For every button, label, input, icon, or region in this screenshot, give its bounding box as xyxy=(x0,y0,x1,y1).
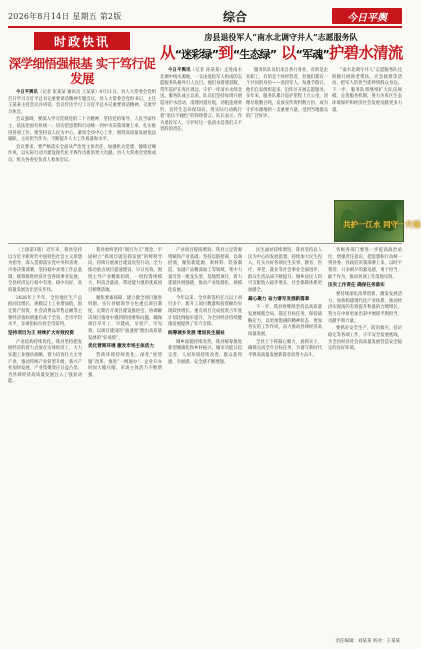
bottom-col-3 xyxy=(168,248,242,643)
right-article-kicker: 房县退役军人“南水北调守井人”志愿服务队 xyxy=(204,32,358,42)
bottom-subhead: 统筹城乡发展 增进民生福祉 xyxy=(168,330,225,336)
bottom-subhead: 压实工作责任 确保任务落实 xyxy=(328,283,385,289)
left-paragraph-2: 会议强调，要深入学习贯彻党的二十大精神，坚持党的领导、人民当家作主、依法治国有机统一，切实把思想和行动统一到中央决策部署上来，扎实推进各项工作。要坚持以人民为中心，紧扣全县中心工作，围绕高质量发展依法履职，主动担当作为，不断提升人大工作质量和水平。 xyxy=(8,117,156,143)
headline-seg: 以 xyxy=(276,44,296,62)
editor-credit: 责任编辑：刘某某 校对：王某某 xyxy=(335,639,400,644)
bottom-col-4 xyxy=(248,248,322,643)
headline-seg: 到 xyxy=(218,44,233,62)
left-paragraph-1: （记者 张某某 通讯员 王某某）8月11日，县人大常委会党组召开学习习近平总书记重要讲话精神专题会议，县人大常委会党组书记、主任王某某主持会议并讲话。会议传达学习了习近平总书记重要讲话精神，交流学习体会。 xyxy=(8,90,156,115)
bottom-paragraph: 2026年上半年，全县地区生产总值同比增长，规模以上工业增加值、固定资产投资、社会消费品零售总额等主要经济指标增速均高于全省、全市平均水平，多项指标位居全市前列。 xyxy=(8,295,82,328)
bottom-col-2 xyxy=(88,248,162,643)
bottom-paragraph: 要持续深化改革创新，激发发展活力，加快构建现代化产业体系，推动经济实现质的有效提升和量的合理增长，努力在中原更加出彩中展现平舆担当、贡献平舆力量。 xyxy=(328,291,402,324)
section-divider xyxy=(8,243,402,244)
bottom-col-5 xyxy=(328,248,402,643)
right-col-1 xyxy=(160,68,242,135)
section-title: 综合 xyxy=(222,9,247,24)
right-col-2 xyxy=(246,68,328,135)
bottom-paragraph: 要抓好安全生产、防汛救灾、信访稳定等各项工作，守牢安全发展底线，为全县经济社会高质量发展营造安全稳定的良好环境。 xyxy=(328,326,402,352)
left-byline: 今日平舆讯 xyxy=(16,90,38,95)
photo-caption: 共护一江水 同守一片绿 xyxy=(343,220,421,229)
right-article-columns xyxy=(160,68,402,135)
bottom-subhead: 优化营商环境 激发市场主体活力 xyxy=(88,344,154,350)
right-col-3-text: “南水北调守井人”志愿服务队还积极开展助老帮扶、应急救援等活动，把军人的担当延伸到群众身边。下一步，服务队将继续扩大队伍规模，完善服务机制，努力为库区生态环境保护和经济社会发展贡献更多力量。 xyxy=(332,68,402,113)
bottom-subhead: 凝心聚力 奋力谱写发展新篇章 xyxy=(248,296,310,302)
newspaper-logo: 今日平舆 xyxy=(332,8,402,24)
right-article-headline xyxy=(160,44,402,64)
news-banner: 时政快讯 xyxy=(34,32,130,50)
bottom-paragraph: 城乡面貌持续改善。我县统筹推进新型城镇化和乡村振兴，城市功能日趋完善，人居环境持续改善，群众获得感、幸福感、安全感不断增强。 xyxy=(168,339,242,365)
bottom-paragraph: 今年以来，全县新签约亿元以上项目多个，新开工项目数量和投资额均实现较快增长。重点项目完成投资占年度计划比例稳步提升，为全县经济持续健康发展提供了有力支撑。 xyxy=(168,295,242,328)
bottom-col-1 xyxy=(8,248,82,643)
left-article xyxy=(8,32,156,240)
bottom-paragraph: 下一步，我县将继续坚持以高质量发展统揽全局，锚定目标任务，保持战略定力，以更加饱满的精神状态、更加务实的工作作风，奋力推动县域经济高质量发展。 xyxy=(248,305,322,337)
right-col-2-text: 服务队队员们来自各行各业，有的是企业职工，有的是个体经营者，但他们都有一个共同的身份——退役军人。每逢节假日，他们自发组织起来，沿库区开展志愿服务。多年来，服务队累计巡护里程上万公里，清理垃圾数百吨，发放宣传资料数万份，成为守护水源地的一支重要力量，受到当地群众的广泛好评。 xyxy=(246,68,328,120)
left-paragraph-3: 会议要求，要严格落实全面从严治党主体责任，加强机关党建，锤炼过硬作风，以实际行动为建设现代化平舆作出新的更大贡献。县人大常委会党组成员，机关各委室负责人参加会议。 xyxy=(8,144,156,163)
bottom-paragraph: 各级各部门要进一步提高政治站位，增强责任意识，把思想和行动统一到县委、县政府决策部署上来，以时不我待、只争朝夕的紧迫感，勇于担当、敢于作为，推动各项工作落地见效。 xyxy=(328,248,402,280)
masthead xyxy=(8,6,402,28)
right-col-1-text: （记者 孙某某）走进南水北调中线水源地，一支由退役军人组成的志愿服务队格外引人注目。他们身着迷彩服，常年巡护在库区周边，守护一库清水永续北送。服务队成立以来，队员们坚持每周开展巡河护水活动，清理河道垃圾，劝阻违规垂钓，宣传生态环保知识，用实际行动践行着“退伍不褪色”的铮铮誓言。队长表示，作为退役军人，守护好这一泓清水是我们义不容辞的责任。 xyxy=(160,68,242,133)
left-article-body xyxy=(8,90,156,165)
article-photo xyxy=(334,200,421,242)
headline-quote: “迷彩绿” xyxy=(174,48,219,61)
bottom-paragraph: （上接第1版）近年来，我县坚持以习近平新时代中国特色社会主义思想为指导，深入贯彻落实党中央和省委、市委决策部署，坚持稳中求进工作总基调，统筹推进经济社会各项事业发展，全县经济运行稳中有进、稳中向好，高质量发展迈出坚实步伐。 xyxy=(8,248,82,293)
bottom-paragraph: 我县始终坚持“项目为王”理念，牢固树立“抓项目就是抓发展”的鲜明导向，持续开展项目建设攻坚行动，全力推动重点项目提速建设、早日见效。围绕主导产业精准招商，一批投资规模大、科技含量高、带动能力强的优质项目相继落地。 xyxy=(88,248,162,293)
left-article-headline: 深学细悟强根基 实干笃行促发展 xyxy=(8,56,156,86)
bottom-paragraph: 产业项目提质增效。我县立足资源禀赋和产业基础，坚持以链招商、以商招商，聚焦新能源、新材料、装备制造、农副产品精深加工等领域，集中力量引进一批龙头型、基地型项目，着力延链补链强链，推动产业集群化、规模化发展。 xyxy=(168,248,242,293)
right-col-3 xyxy=(332,68,402,135)
headline-quote: “军魂” xyxy=(295,48,329,61)
bottom-paragraph: 营商环境持续优化。深化“放管服”改革，推进“一网通办”，企业开办时间大幅压缩，市场主体活力不断增强。 xyxy=(88,352,162,378)
issue-date: 2026年8月14日 星期五 第2版 xyxy=(8,11,122,21)
headline-quote: “生态绿” xyxy=(232,48,277,61)
bottom-paragraph: 产业结构持续优化。我县坚持把发展经济的着力点放在实体经济上，大力实施工业强县战略，着力培育壮大主导产业，推动传统产业转型升级、新兴产业加快发展，产业集聚效应日益凸显，为县域经济高质量发展注入了强劲动能。 xyxy=(8,339,82,385)
bottom-subhead: 坚持项目为王 持续扩大有效投资 xyxy=(8,330,74,336)
bottom-paragraph: 聚焦要素保障，建立健全项目推进机制，实行县级领导分包重点项目制度，定期召开项目建设推进会，协调解决项目推进中遇到的困难和问题，确保项目早开工、早建成、早投产、早见效，以项目建设的“加速度”跑出高质量发展的“好成绩”。 xyxy=(88,295,162,341)
bottom-paragraph: 民生福祉持续增进。我县坚持以人民为中心的发展思想，持续加大民生投入，扎实办好各项民生实事，教育、医疗、养老、就业等社会事业全面进步，群众生活品质不断提升。城乡居民人均可支配收入稳步增长，社会保障体系更加健全。 xyxy=(248,248,322,293)
headline-seg: 从 xyxy=(160,44,175,62)
bottom-paragraph: 全县上下将凝心聚力、真抓实干，确保完成全年目标任务，为谱写新时代平舆高质量发展新篇章而努力奋斗。 xyxy=(248,339,322,358)
bottom-article xyxy=(8,248,402,643)
headline-seg: 护碧水清流 xyxy=(328,44,403,62)
right-byline: 今日平舆讯 xyxy=(168,68,191,73)
